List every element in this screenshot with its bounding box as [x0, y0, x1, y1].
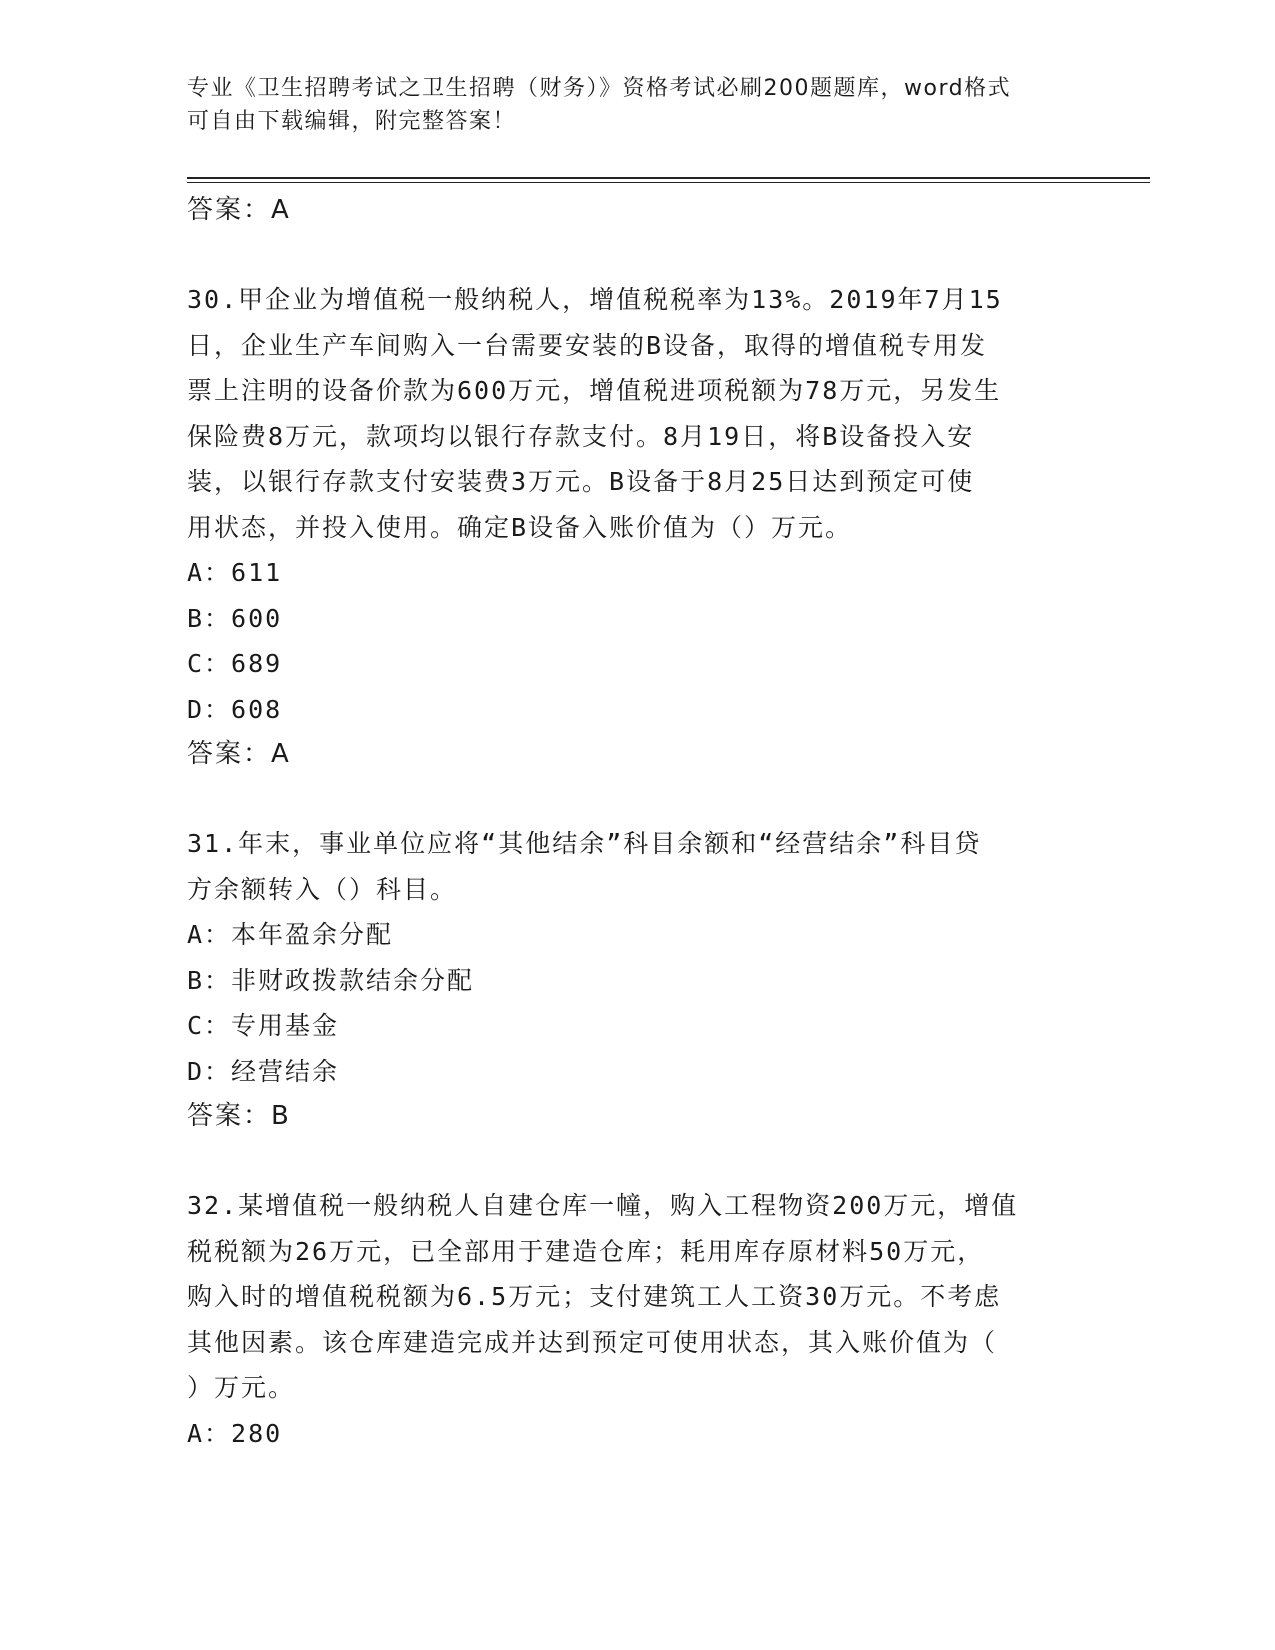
header-rule-thick	[187, 177, 1150, 179]
header-line-2: 可自由下载编辑，附完整答案！	[187, 109, 517, 134]
question-text-line: 30.甲企业为增值税一般纳税人，增值税税率为13%。2019年7月15	[187, 285, 1003, 314]
question-text-line: 31.年末，事业单位应将“其他结余”科目余额和“经营结余”科目贷	[187, 829, 982, 858]
question-text-line: 票上注明的设备价款为600万元，增值税进项税额为78万元，另发生	[187, 376, 1002, 405]
header-rule-thin	[187, 182, 1150, 183]
option-a: A：本年盈余分配	[187, 920, 394, 949]
question-text-line: 用状态，并投入使用。确定B设备入账价值为（）万元。	[187, 512, 853, 542]
question-text-line: 装，以银行存款支付安装费3万元。B设备于8月25日达到预定可使	[187, 467, 975, 496]
option-d: D：608	[187, 694, 283, 724]
question-text-line: 方余额转入（）科目。	[187, 874, 458, 904]
question-text-line: ）万元。	[187, 1373, 296, 1402]
question-text-line: 税税额为26万元，已全部用于建造仓库；耗用库存原材料50万元，	[187, 1236, 985, 1266]
option-c: C：专用基金	[187, 1011, 340, 1040]
question-block	[187, 1183, 1087, 1456]
option-a: A：280	[187, 1418, 283, 1448]
spacer	[187, 1139, 1087, 1183]
option-b: B：非财政拨款结余分配	[187, 965, 475, 995]
option-d: D：经营结余	[187, 1056, 340, 1086]
question-block	[187, 821, 1087, 1139]
question-content	[187, 188, 1087, 1456]
header-line-1: 专业《卫生招聘考试之卫生招聘（财务）》资格考试必刷200题题库，word格式	[187, 76, 1012, 101]
option-c: C：689	[187, 649, 283, 678]
answer-line: 答案：A	[187, 195, 291, 225]
answer-line: 答案：A	[187, 739, 291, 769]
spacer	[187, 233, 1087, 277]
spacer	[187, 777, 1087, 821]
question-text-line: 32.某增值税一般纳税人自建仓库一幢，购入工程物资200万元，增值	[187, 1191, 1019, 1220]
question-text-line: 保险费8万元，款项均以银行存款支付。8月19日，将B设备投入安	[187, 421, 975, 451]
answer-line: 答案：B	[187, 1101, 291, 1131]
question-text-line: 日，企业生产车间购入一台需要安装的B设备，取得的增值税专用发	[187, 330, 988, 360]
option-b: B：600	[187, 603, 283, 633]
question-text-line: 其他因素。该仓库建造完成并达到预定可使用状态，其入账价值为（	[187, 1327, 998, 1357]
question-block	[187, 277, 1087, 777]
page-header	[187, 72, 1067, 138]
option-a: A：611	[187, 558, 283, 587]
question-text-line: 购入时的增值税税额为6.5万元；支付建筑工人工资30万元。不考虑	[187, 1282, 1002, 1311]
